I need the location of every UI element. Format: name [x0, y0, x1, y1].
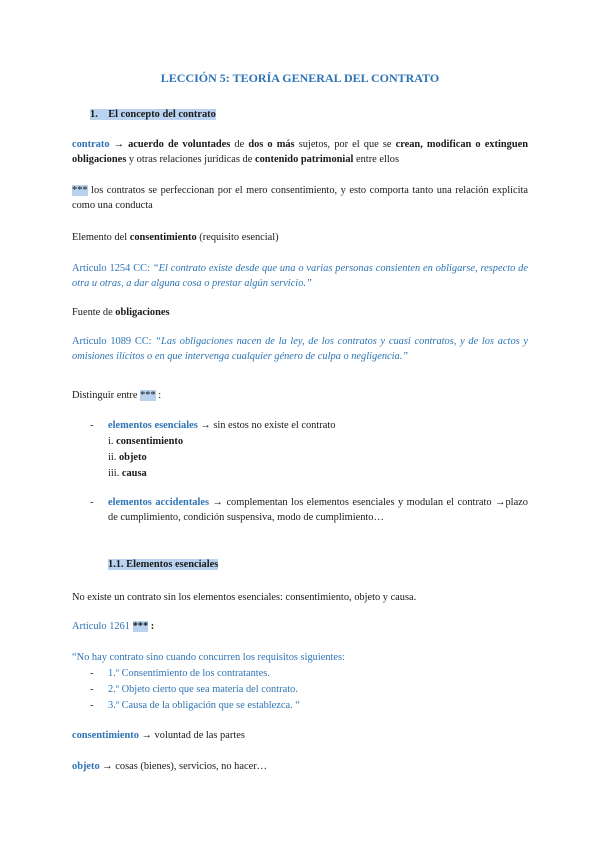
article-1089-label: Artículo 1089 CC: [72, 336, 156, 347]
list-item-esenciales: elementos esenciales → sin estos no existe el contrato [108, 420, 336, 431]
objeto-paragraph: objeto → cosas (bienes), servicios, no hacer… [72, 761, 268, 772]
sub-item: ii. objeto [108, 452, 147, 463]
no-existe-paragraph: No existe un contrato sin los elementos esenciales: consentimiento, objeto y causa. [72, 592, 417, 603]
list-item-accidentales: elementos accidentales → complementan los elementos esenciales y modulan el contrato →plazo de cumplimiento, condición suspensiva, modo de cumplimiento… [108, 497, 528, 524]
list-dash: - [90, 420, 94, 431]
article-1254-label: Artículo 1254 CC: [72, 263, 153, 274]
page-title: LECCIÓN 5: TEORÍA GENERAL DEL CONTRATO [160, 71, 440, 85]
term-contrato: contrato [72, 139, 110, 150]
elemento-paragraph: Elemento del consentimiento (requisito esencial) [72, 232, 279, 243]
list-dash: - [90, 700, 94, 711]
section-1-heading [90, 107, 546, 122]
quote-item: 2.º Objeto cierto que sea materia del contrato. [108, 684, 298, 695]
section-1-1-heading: 1.1. Elementos esenciales [108, 559, 219, 570]
quote-item: 1.º Consentimiento de los contratantes. [108, 668, 270, 679]
article-1089 [72, 334, 528, 364]
article-1254-quote: “El contrato existe desde que una o varias personas consienten en obligarse, respecto de otra u otras, a dar alguna cosa o prestar algún servicio.” [72, 263, 528, 290]
sub-item: iii. causa [108, 468, 147, 479]
consentimiento-paragraph: consentimiento → voluntad de las partes [72, 730, 245, 741]
note-paragraph: *** los contratos se perfeccionan por el mero consentimiento, y esto comporta tanto una relación explícita como una conducta [72, 185, 528, 212]
quote-item: 3.º Causa de la obligación que se establezca. “ [108, 700, 300, 711]
section-number: 1. [90, 109, 98, 120]
list-dash: - [90, 684, 94, 695]
article-1254 [72, 261, 528, 291]
section-title: El concepto del contrato [108, 109, 216, 120]
definition-paragraph: contrato → acuerdo de voluntades de dos o más sujetos, por el que se crean, modifican o extinguen obligaciones y otras relaciones jurídicas de contenido patrimonial entre ellos [72, 139, 528, 166]
article-1261-label: Artículo 1261 *** : [72, 621, 155, 632]
quote-1261-intro: “No hay contrato sino cuando concurren los requisitos siguientes: [72, 652, 345, 663]
note-stars: *** [72, 185, 88, 196]
list-dash: - [90, 668, 94, 679]
list-dash: - [90, 497, 94, 508]
fuente-paragraph: Fuente de obligaciones [72, 307, 170, 318]
article-1089-quote: “Las obligaciones nacen de la ley, de los contratos y cuasi contratos, y de los actos y omisiones ilícitos o en que intervenga cualquier género de culpa o negligencia.” [72, 336, 528, 363]
distinguir-paragraph: Distinguir entre *** : [72, 390, 162, 401]
sub-item: i. consentimiento [108, 436, 184, 447]
